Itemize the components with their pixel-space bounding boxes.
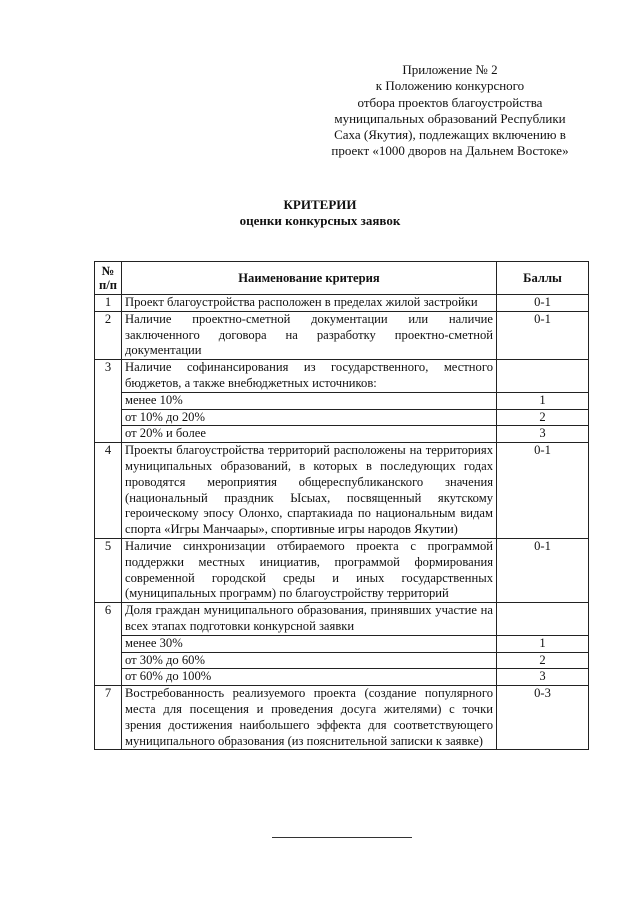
criterion-text: Проекты благоустройства территорий расположены на территориях муниципальных образований, в которых в последующих годах проводятся мероприятия общереспубликанского значения (национальный праздник Ысыах, посвященный якутскому героическому эпосу Олонхо, спартакиада по национальным видам спорта «Игры Манчаары», спортивные игры народов Якутии) [122, 443, 497, 539]
sub-criterion-text: менее 10% [122, 392, 497, 409]
criteria-table [94, 261, 589, 750]
header-number: № п/п [95, 262, 122, 295]
sub-criterion-text: от 20% и более [122, 426, 497, 443]
table-row [95, 635, 589, 652]
table-row [95, 652, 589, 669]
appendix-header [290, 62, 610, 160]
document-title: КРИТЕРИИ [283, 197, 357, 212]
criterion-points: 2 [497, 409, 589, 426]
table-row [95, 295, 589, 312]
criterion-points [497, 603, 589, 636]
table-row [95, 686, 589, 750]
table-row [95, 409, 589, 426]
header-criterion-name: Наименование критерия [122, 262, 497, 295]
sub-criterion-text: от 30% до 60% [122, 652, 497, 669]
appendix-line: отбора проектов благоустройства [357, 94, 543, 110]
criterion-text: Проект благоустройства расположен в пределах жилой застройки [122, 295, 497, 312]
criterion-points: 0-1 [497, 538, 589, 602]
criterion-points: 1 [497, 392, 589, 409]
table-row [95, 669, 589, 686]
table-row [95, 603, 589, 636]
table-row [95, 311, 589, 359]
criterion-text: Наличие синхронизации отбираемого проекта с программой поддержки местных инициатив, программой формирования современной городской среды и иных государственных (муниципальных программ) по благоустройству территорий [122, 538, 497, 602]
appendix-line: к Положению конкурсного [375, 78, 525, 94]
criterion-text: Наличие софинансирования из государственного, местного бюджетов, а также внебюджетных источников: [122, 360, 497, 393]
row-number: 6 [95, 603, 122, 686]
criterion-points [497, 360, 589, 393]
row-number: 2 [95, 311, 122, 359]
criterion-points: 3 [497, 669, 589, 686]
criterion-points: 3 [497, 426, 589, 443]
sub-criterion-text: менее 30% [122, 635, 497, 652]
appendix-line: Приложение № 2 [402, 62, 498, 77]
table-row [95, 426, 589, 443]
document-subtitle: оценки конкурсных заявок [239, 213, 401, 228]
sub-criterion-text: от 60% до 100% [122, 669, 497, 686]
appendix-line: муниципальных образований Республики [334, 110, 566, 126]
criterion-text: Наличие проектно-сметной документации или наличие заключенного договора на разработку проектно-сметной документации [122, 311, 497, 359]
table-row [95, 443, 589, 539]
row-number: 5 [95, 538, 122, 602]
criterion-text: Востребованность реализуемого проекта (создание популярного места для посещения и проведения досуга жителями) с точки зрения достижения наибольшего эффекта для соответствующего муниципального образования (из пояснительной записки к заявке) [122, 686, 497, 750]
table-row [95, 360, 589, 393]
criterion-points: 0-1 [497, 295, 589, 312]
appendix-line: Саха (Якутия), подлежащих включению в [334, 127, 566, 143]
criterion-points: 1 [497, 635, 589, 652]
appendix-line: проект «1000 дворов на Дальнем Востоке» [331, 143, 569, 159]
table-row [95, 538, 589, 602]
criterion-points: 0-1 [497, 311, 589, 359]
criterion-points: 0-3 [497, 686, 589, 750]
row-number: 4 [95, 443, 122, 539]
row-number: 1 [95, 295, 122, 312]
row-number: 7 [95, 686, 122, 750]
header-points: Баллы [497, 262, 589, 295]
criterion-points: 2 [497, 652, 589, 669]
footer-divider [272, 837, 412, 838]
criterion-points: 0-1 [497, 443, 589, 539]
table-row [95, 392, 589, 409]
row-number: 3 [95, 360, 122, 443]
table-header-row [95, 262, 589, 295]
criterion-text: Доля граждан муниципального образования, принявших участие на всех этапах подготовки конкурсной заявки [122, 603, 497, 636]
sub-criterion-text: от 10% до 20% [122, 409, 497, 426]
